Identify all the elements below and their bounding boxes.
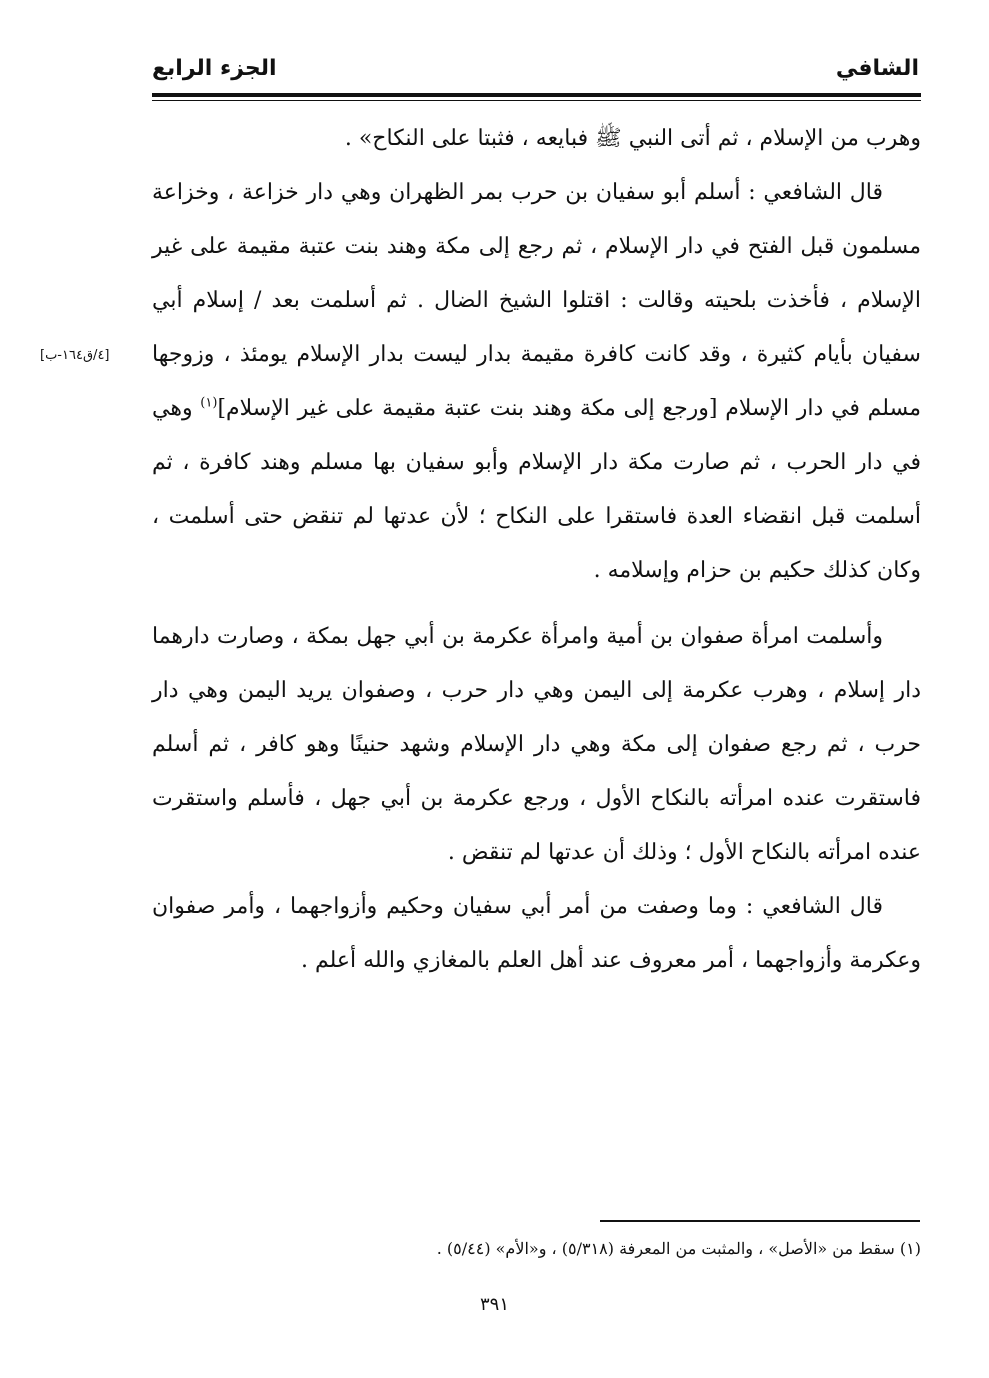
- book-title: الشافي: [835, 56, 919, 81]
- header-rule: [152, 93, 921, 101]
- paragraph-text-continued: وهي في دار الحرب ، ثم صارت مكة دار الإسلام وأبو سفيان بها مسلم وهند كافرة ، ثم أسلمت قبل انقضاء العدة فاستقرا على النكاح ؛ لأن عدتها لم تنقض حتى أسلمت ، وكان كذلك حكيم بن حزام وإسلامه .: [152, 396, 921, 583]
- paragraph: [152, 880, 921, 988]
- paragraph-text: وهرب من الإسلام ، ثم أتى النبي ﷺ فبايعه ، فثبتا على النكاح» .: [344, 126, 921, 151]
- footnote: (١) سقط من «الأصل» ، والمثبت من المعرفة (٥/٣١٨) ، و«الأم» (٥/٤٤) .: [436, 1239, 921, 1258]
- footnote-reference[interactable]: (١): [200, 395, 218, 411]
- page-number: ٣٩١: [479, 1294, 509, 1315]
- paragraph: [152, 112, 921, 166]
- paragraph-text: قال الشافعي : أسلم أبو سفيان بن حرب بمر الظهران وهي دار خزاعة ، وخزاعة مسلمون قبل الفتح في دار الإسلام ، ثم رجع إلى مكة وهند بنت عتبة مقيمة على غير الإسلام ، فأخذت بلحيته وقالت : اقتلوا الشيخ الضال . ثم أسلمت بعد / إسلام أبي سفيان بأيام كثيرة ، وقد كانت كافرة مقيمة بدار ليست بدار الإسلام يومئذ ، وزوجها مسلم في دار الإسلام [ورجع إلى مكة وهند بنت عتبة مقيمة على غير الإسلام]: [152, 180, 921, 421]
- paragraph: [152, 166, 921, 598]
- main-text: [152, 112, 921, 988]
- paragraph: [152, 610, 921, 880]
- paragraph-text: وأسلمت امرأة صفوان بن أمية وامرأة عكرمة بن أبي جهل بمكة ، وصارت دارهما دار إسلام ، وهرب عكرمة إلى اليمن وهي دار حرب ، وصفوان يريد اليمن وهي دار حرب ، ثم رجع صفوان إلى مكة وهي دار الإسلام وشهد حنينًا وهو كافر ، ثم أسلم فاستقرت عنده امرأته بالنكاح الأول ، ورجع عكرمة بن أبي جهل ، فأسلم واستقرت عنده امرأته بالنكاح الأول ؛ وذلك أن عدتها لم تنقض .: [152, 624, 921, 865]
- paragraph-text: قال الشافعي : وما وصفت من أمر أبي سفيان وحكيم وأزواجهما ، وأمر صفوان وعكرمة وأزواجهما ، أمر معروف عند أهل العلم بالمغازي والله أعلم .: [152, 894, 921, 973]
- running-header: [152, 52, 919, 92]
- volume-part: الجزء الرابع: [152, 56, 277, 81]
- manuscript-folio-note: [٤/ق١٦٤-ب]: [40, 348, 110, 363]
- footnote-rule: [600, 1220, 920, 1222]
